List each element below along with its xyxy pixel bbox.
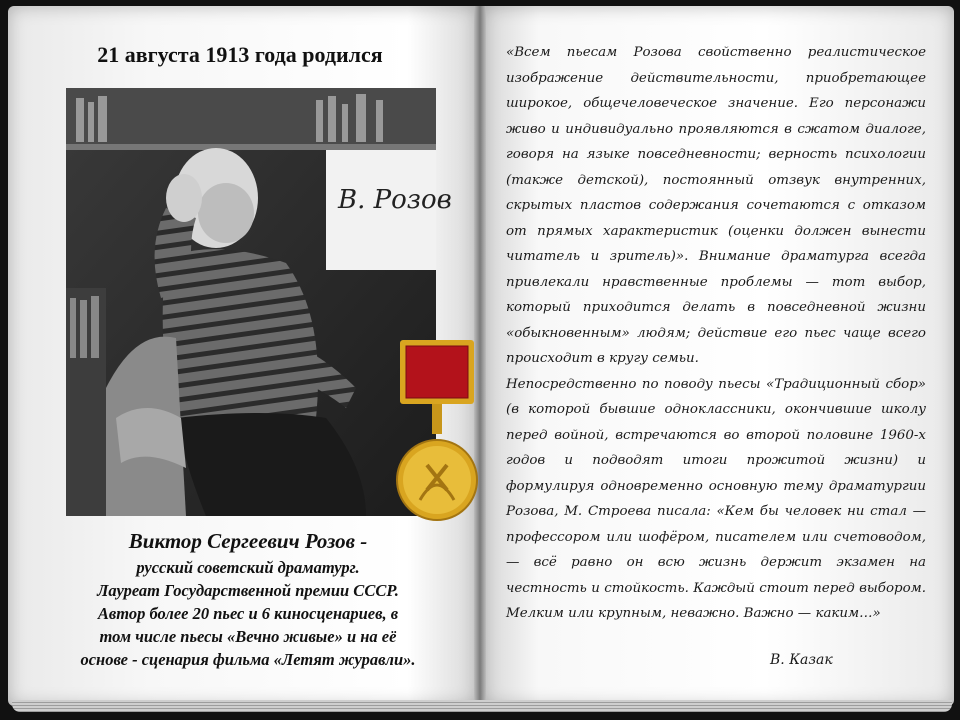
birth-date-heading: 21 августа 1913 года родился xyxy=(97,42,383,67)
quote-author: В. Казак xyxy=(770,652,833,668)
caption-line: основе - сценария фильма «Летят журавли». xyxy=(80,650,416,669)
portrait-illustration xyxy=(66,88,452,516)
biography-caption xyxy=(28,526,468,671)
caption-line: русский советский драматург. xyxy=(136,558,360,577)
caption-line: Автор более 20 пьес и 6 киносценариев, в xyxy=(97,604,399,623)
critique-quote xyxy=(506,40,926,627)
portrait-photo xyxy=(66,88,452,516)
person-name: Виктор Сергеевич Розов - xyxy=(128,529,368,553)
quote-paragraph: Непосредственно по поводу пьесы «Традиционный сбор» (в которой бывшие одноклассники, окончившие школу перед войной, встречаются во второй половине 1960-х годов и подводят итоги прожитой жизни) и формулируя одновременно основную тему драматургии Розова, М. Строева писала: «Кем бы человек ни стал — профессором или шофёром, писателем или счетоводом, — всё равно он всю жизнь держит экзамен на честность и стойкость. Каждый стоит перед выбором. Мелким или крупным, неважно. Важно — каким…» xyxy=(506,376,926,621)
page-edges xyxy=(12,700,952,712)
state-prize-medal-icon xyxy=(392,340,482,530)
autograph-signature: В. Розов xyxy=(338,185,452,215)
caption-line: Лауреат Государственной премии СССР. xyxy=(97,581,399,600)
quote-paragraph: «Всем пьесам Розова свойственно реалистическое изображение действительности, приобретающее широкое, общечеловеческое значение. Его персонажи живо и индивидуально проявляются в сжатом диалоге, говоря на языке повседневности; верность психологии (также детской), постоянный отзвук внутренних, скрытых пластов содержания сочетаются с отказом от прямых характеристик (оценки должен вынести читатель и зритель)». Внимание драматурга всегда привлекали нравственные проблемы — тот выбор, который приходится делать в повседневной жизни «обыкновенным» людям; действие его пьес чаще всего происходит в кругу семьи. xyxy=(506,45,926,366)
caption-line: том числе пьесы «Вечно живые» и на её xyxy=(99,627,397,646)
